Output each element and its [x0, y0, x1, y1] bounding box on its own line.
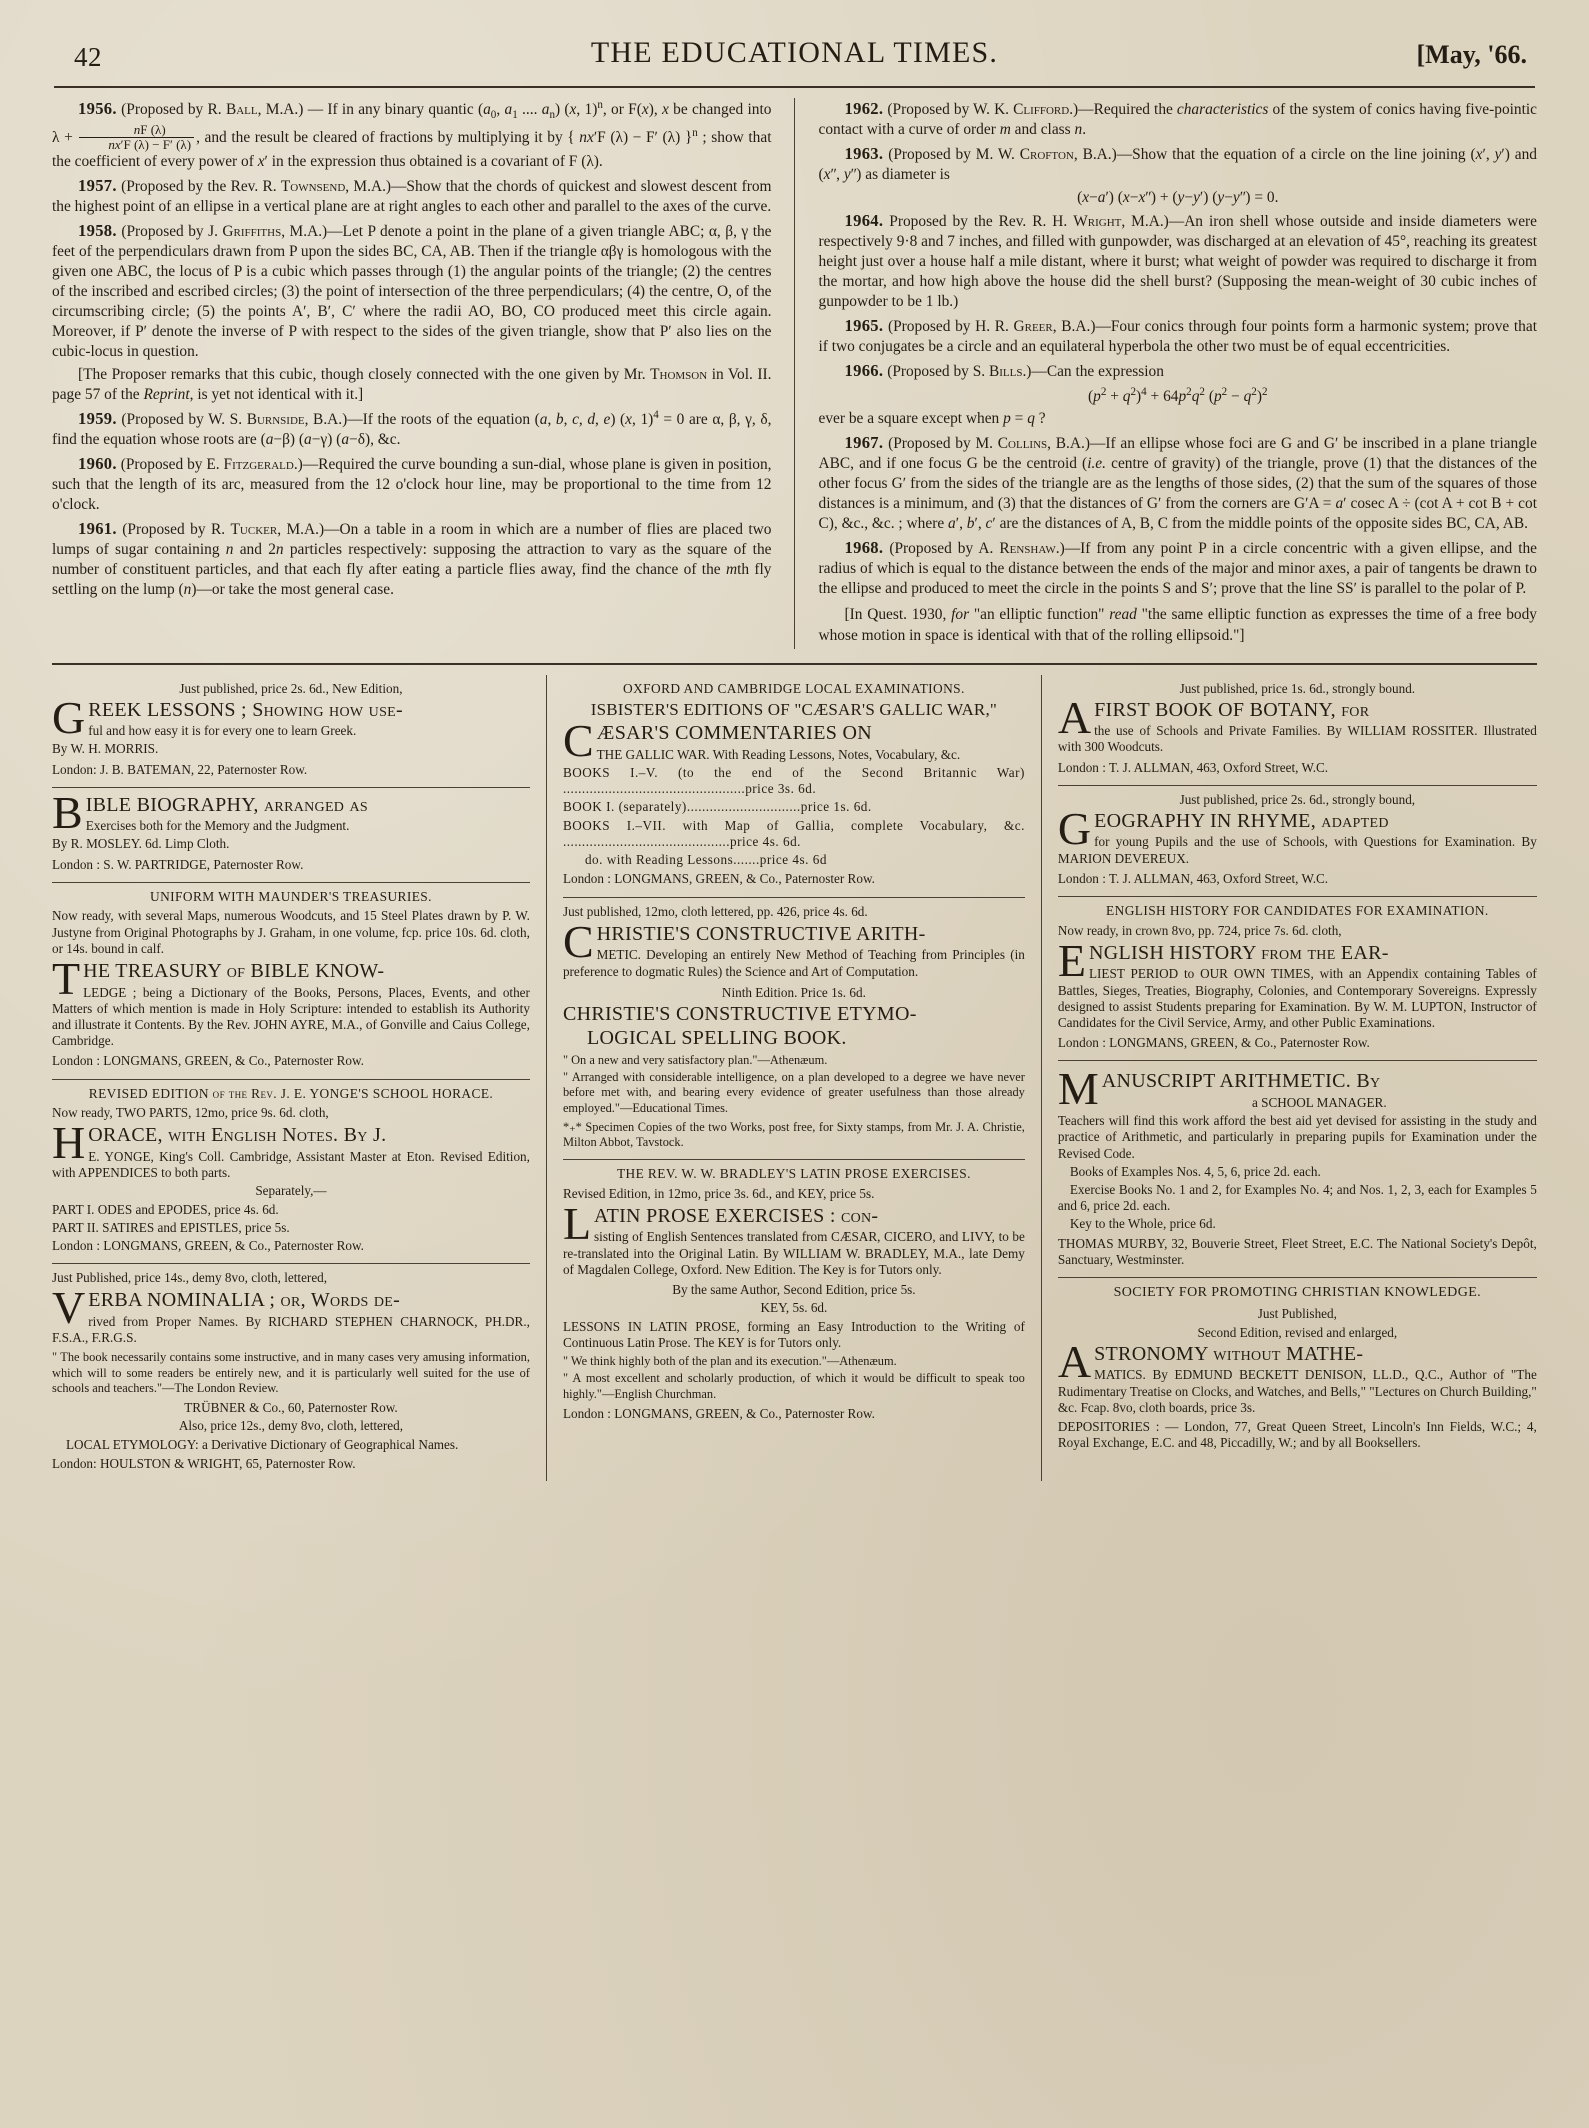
ad-part-1: PART I. ODES and EPODES, price 4s. 6d.	[52, 1201, 279, 1217]
ad-quote: " The book necessarily contains some instructive, and in many cases very amusing information, which will to some readers be entirely new, and it is particularly well suited for the use of schools and teachers."—The London Review.	[52, 1350, 530, 1395]
problem-1958-note: [The Proposer remarks that this cubic, though closely connected with the one given by Mr. Thomson in Vol. II. page 57 of the Reprint, is yet not identical with it.]	[52, 365, 772, 403]
ad-body: ful and how easy it is for every one to learn Greek.	[88, 723, 357, 739]
problem-1966-formula: $(p^2 + q^2)^4 + 64p^2q^2$ $(p^2 - q^2)^2$	[1087, 386, 1268, 406]
ad-bible-biography	[52, 788, 530, 883]
ad-price-line: do. with Reading Lessons.......price 4s. 6d	[584, 852, 827, 868]
ad-imprint: London : T. J. ALLMAN, 463, Oxford Street, W.C.	[1057, 870, 1329, 886]
ad-body: the use of Schools and Private Families. By WILLIAM ROSSITER. Illustrated with 300 Woodcuts.	[1057, 723, 1537, 755]
errata-note: [In Quest. 1930, for "an elliptic function" read "the same elliptic function as expresses the time of a free body whose motion in space is identical with that of the rolling ellipsoid."]	[818, 606, 1537, 644]
dropcap: G	[1057, 803, 1092, 855]
ad-title: EOGRAPHY IN RHYME, adapted	[1094, 810, 1389, 833]
problem-1968: 1968. (Proposed by A. Renshaw.)—If from any point P in a circle concentric with a given ellipse, and the radius of which is equal to the distance between the ends of the major and minor axes, a pair of tangents be drawn to the ellipse and produced to meet the circle in the points S and Sʹ; prove that the line SSʹ is parallel to the polar of P.	[818, 538, 1537, 598]
problem-number: 1959.	[78, 409, 117, 428]
ad-imprint: London : LONGMANS, GREEN, & Co., Paternoster Row.	[52, 1053, 364, 1069]
ad-header: REVISED EDITION of the Rev. J. E. YONGE'S SCHOOL HORACE.	[88, 1085, 494, 1101]
ad-treasury-bible-knowledge	[52, 883, 530, 1080]
ad-header: Just published, price 1s. 6d., strongly bound.	[1179, 680, 1416, 696]
ad-list-3: Key to the Whole, price 6d.	[1069, 1216, 1216, 1232]
ad-title: IBLE BIOGRAPHY, arranged as	[85, 793, 368, 816]
ad-first-book-botany	[1058, 675, 1537, 786]
ad-edition: Ninth Edition. Price 1s. 6d.	[721, 984, 866, 1000]
ad-quote-2: " Arranged with considerable intelligence, on a plan developed to a degree we have never before met with, and bearing every evidence of greater usefulness than those already employed."—Educational Times.	[562, 1070, 1025, 1115]
dropcap: L	[562, 1197, 592, 1249]
problem-number: 1956.	[78, 99, 117, 119]
ad-quote-2: " A most excellent and scholarly production, of which it would be difficult to speak too highly."—English Churchman.	[562, 1371, 1025, 1401]
dropcap: G	[52, 691, 86, 743]
ad-imprint: TRÜBNER & Co., 60, Paternoster Row.	[184, 1400, 398, 1416]
masthead-rule	[54, 86, 1535, 88]
dropcap: E	[1057, 934, 1086, 986]
ad-title: ERBA NOMINALIA ; or, Words de-	[88, 1289, 401, 1312]
ad-title: REEK LESSONS ; Showing how use-	[88, 698, 403, 721]
dropcap: A	[1057, 691, 1092, 743]
ad-body: Exercises both for the Memory and the Judgment.	[85, 818, 350, 834]
ad-imprint: London: J. B. BATEMAN, 22, Paternoster Row.	[52, 761, 308, 777]
ad-pre-2: Second Edition, revised and enlarged,	[1197, 1324, 1398, 1340]
problems-section	[44, 98, 1545, 649]
problem-number: 1965.	[844, 316, 884, 336]
dropcap: C	[562, 915, 594, 967]
ad-body: sisting of English Sentences translated from CÆSAR, CICERO, and LIVY, to be re-translated into the Original Latin. By WILLIAM W. BRADLEY, M.A., late Demy of Magdalen College, Oxford. New Edition. The Key is for Tutors only.	[562, 1229, 1025, 1277]
problem-number: 1966.	[844, 361, 884, 381]
ad-imprint-2: London: HOULSTON & WRIGHT, 65, Paternoster Row.	[52, 1455, 356, 1471]
problem-1960: 1960. (Proposed by E. Fitzgerald.)—Required the curve bounding a sun-dial, whose plane is given in position, such that the length of its arc, measured from the 12 o'clock hour line, may be proportional to the time from 12 o'clock.	[52, 454, 772, 514]
ad-body: for young Pupils and the use of Schools, with Questions for Examination. By MARION DEVEREUX.	[1057, 834, 1537, 866]
ad-pre: Revised Edition, in 12mo, price 3s. 6d., and KEY, price 5s.	[562, 1185, 875, 1201]
ad-horace	[52, 1080, 530, 1265]
ad-column-1	[52, 675, 547, 1481]
problem-1963-formula: (x−aʹ) (x−xʺ) + (y−yʹ) (y−yʺ) = 0.	[1077, 189, 1279, 207]
problem-number: 1962.	[844, 99, 884, 118]
ad-spck-astronomy	[1058, 1278, 1537, 1460]
ad-title: HE TREASURY of BIBLE KNOW-	[83, 960, 385, 983]
problem-1959: 1959. (Proposed by W. S. Burnside, B.A.)—If the roots of the equation (a, b, c, d, e) (x, 1)$^4$ = 0 are α, β, γ, δ, find the equation whose roots are (a−β) (a−γ) (a−δ), &c.	[52, 408, 772, 449]
ad-imprint: London : T. J. ALLMAN, 463, Oxford Street, W.C.	[1057, 759, 1329, 775]
ad-body-2: Teachers will find this work afford the best aid yet devised for assisting in the study and practice of Arithmetic, and particularly in preparing pupils for Examination under the Revised Code.	[1057, 1113, 1537, 1161]
ad-title: ÆSAR'S COMMENTARIES ON	[596, 722, 872, 745]
problem-number: 1960.	[78, 454, 117, 474]
problem-1967: 1967. (Proposed by M. Collins, B.A.)—If an ellipse whose foci are G and Gʹ be inscribed in a plane triangle ABC, and if one focus G be the centroid (i.e. centre of gravity) of the triangle, prove (1) that the distances of the other focus Gʹ from the sides of the triangle are as the lengths of those sides, (2) that the sum of the squares of those distances is a minimum, and (3) that the distances of Gʹ from the corners are GʹA = aʹ cosec A ÷ (cot A + cot B + cot C), &c., &c. ; where aʹ, bʹ, cʹ are the distances of A, B, C from the middle points of the opposite sides BC, CA, AB.	[818, 433, 1537, 533]
problem-number: 1958.	[78, 220, 117, 240]
ad-author: By R. MOSLEY. 6d. Limp Cloth.	[52, 836, 230, 852]
ad-imprint: London : LONGMANS, GREEN, & Co., Paternoster Row.	[52, 1237, 364, 1253]
dropcap: M	[1057, 1063, 1099, 1115]
dropcap: H	[52, 1117, 86, 1169]
ad-manuscript-arithmetic	[1058, 1061, 1537, 1278]
ad-title: ORACE, with English Notes. By J.	[88, 1124, 387, 1147]
ad-imprint: London : LONGMANS, GREEN, & Co., Paternoster Row.	[562, 871, 875, 887]
problem-number: 1961.	[78, 519, 117, 539]
ad-header: Just published, 12mo, cloth lettered, pp. 426, price 4s. 6d.	[562, 903, 868, 919]
dropcap: C	[562, 715, 594, 767]
masthead	[44, 36, 1545, 82]
ad-header: Just published, price 2s. 6d., strongly bound,	[1179, 791, 1416, 807]
ad-title: NGLISH HISTORY from the EAR-	[1088, 941, 1389, 964]
ad-greek-lessons	[52, 675, 530, 788]
problem-number: 1967.	[844, 433, 884, 453]
problem-1966: 1966. (Proposed by S. Bills.)—Can the expression	[844, 361, 1164, 381]
ad-imprint: DEPOSITORIES : — London, 77, Great Queen Street, Lincoln's Inn Fields, W.C.; 4, Royal Exchange, E.C. and 48, Piccadilly, W.; and by all Booksellers.	[1057, 1418, 1537, 1451]
dropcap: T	[52, 953, 81, 1005]
problem-number: 1957.	[78, 175, 117, 195]
problem-1963: 1963. (Proposed by M. W. Crofton, B.A.)—Show that the equation of a circle on the line joining (xʹ, yʹ) and (xʺ, yʺ) as diameter is	[818, 144, 1537, 184]
problem-1962: 1962. (Proposed by W. K. Clifford.)—Required the characteristics of the system of conics having five-pointic contact with a curve of order m and class n.	[818, 99, 1538, 139]
ad-caesar-gallic-war	[563, 675, 1025, 898]
ad-header: Just published, price 2s. 6d., New Edition,	[179, 680, 403, 696]
ad-imprint: London : LONGMANS, GREEN, & Co., Paternoster Row.	[562, 1405, 875, 1421]
ad-header: THE REV. W. W. BRADLEY'S LATIN PROSE EXERCISES.	[616, 1166, 971, 1182]
ad-quote-1: " We think highly both of the plan and its execution."—Athenæum.	[562, 1354, 897, 1368]
ad-title: FIRST BOOK OF BOTANY, for	[1094, 698, 1370, 721]
ad-imprint: London : LONGMANS, GREEN, & Co., Paternoster Row.	[1057, 1035, 1370, 1051]
ad-body: MATICS. By EDMUND BECKETT DENISON, LL.D., Q.C., Author of "The Rudimentary Treatise on Clocks, and Watches, and Bells," "Lectures on Church Building," &c. Fcap. 8vo, cloth boards, price 3s.	[1057, 1367, 1537, 1415]
ad-pre: Now ready, in crown 8vo, pp. 724, price 7s. 6d. cloth,	[1057, 922, 1342, 938]
ad-pre: Now ready, TWO PARTS, 12mo, price 9s. 6d. cloth,	[52, 1105, 329, 1121]
dropcap: B	[52, 786, 83, 838]
ad-pre: Just Published,	[1257, 1306, 1337, 1322]
problem-1964: 1964. Proposed by the Rev. R. H. Wright, M.A.)—An iron shell whose outside and inside diameters were respectively 9·8 and 7 inches, and filled with gunpowder, was discharged at an elevation of 45°, reaching its greatest height just over a house half a mile distant, where it burst; what weight of powder was required to discharge it from the mortar, and how high above the house did the shell burst? (Supposing the mean-weight of 30 cubic inches of gunpowder to be 1 lb.)	[818, 211, 1537, 311]
problems-column-left	[52, 98, 795, 649]
ad-english-history	[1058, 897, 1537, 1061]
problem-1956: 1956. (Proposed by R. Ball, M.A.) — If in any binary quantic ($a_0$, $a_1$ .... $a_n$) (x, 1)$^n$, or F(x), x be changed into λ + $\frac{nF (\lambda)}{\text{nxʹF (λ) − Fʹ (λ)}}$ , and the result be cleared of fractions by multiplying it by { nxʹF (λ) − Fʹ (λ) }$^n$ ; show that the coefficient of every power of xʹ in the expression thus obtained is a covariant of F (λ).	[52, 99, 772, 170]
dropcap: A	[1057, 1335, 1092, 1387]
section-divider	[52, 663, 1537, 665]
ad-header: Just Published, price 14s., demy 8vo, cloth, lettered,	[52, 1270, 328, 1286]
advertisements-section	[44, 675, 1545, 1481]
ad-column-2	[547, 675, 1042, 1481]
ad-separately: Separately,—	[255, 1183, 327, 1199]
ad-column-3	[1042, 675, 1537, 1481]
ad-body-2: LESSONS IN LATIN PROSE, forming an Easy Introduction to the Writing of Continuous Latin Prose. The KEY is for Tutors only.	[562, 1318, 1025, 1350]
dropcap: V	[52, 1282, 86, 1334]
ad-header: ENGLISH HISTORY FOR CANDIDATES FOR EXAMINATION.	[1106, 903, 1489, 919]
ad-title: ANUSCRIPT ARITHMETIC. By	[1101, 1070, 1381, 1093]
ad-body: a SCHOOL MANAGER.	[1251, 1094, 1387, 1110]
problem-number: 1968.	[844, 538, 884, 558]
ad-also-title: LOCAL ETYMOLOGY: a Derivative Dictionary of Geographical Names.	[66, 1436, 459, 1452]
ad-key-price: KEY, 5s. 6d.	[760, 1300, 828, 1316]
ad-price-line: BOOKS I.–VII. with Map of Gallia, complete Vocabulary, &c. ............................................price 4s. 6d.	[562, 817, 1025, 849]
ad-body: THE GALLIC WAR. With Reading Lessons, Notes, Vocabulary, &c.	[596, 746, 961, 762]
ad-author: By W. H. MORRIS.	[52, 741, 159, 757]
page-number: 42	[74, 42, 102, 72]
ad-title-2b: LOGICAL SPELLING BOOK.	[586, 1027, 847, 1050]
ad-body: LEDGE ; being a Dictionary of the Books, Persons, Places, Events, and other Matters of which mention is made in Holy Scripture: intended to establish its Authority and illustrate it Contents. By the Rev. JOHN AYRE, M.A., of Gonville and Caius College, Cambridge.	[52, 984, 530, 1049]
ad-pre: Now ready, with several Maps, numerous Woodcuts, and 15 Steel Plates drawn by P. W. Justyne from Original Photographs by J. Graham, in one volume, fcp. price 10s. 6d. cloth, or 14s. bound in calf.	[52, 908, 530, 956]
ad-price-line: BOOKS I.–V. (to the end of the Second Britannic War) ................................................price 3s. 6d.	[562, 765, 1025, 797]
ad-geography-rhyme	[1058, 786, 1537, 897]
ad-christie-arithmetic	[563, 898, 1025, 1161]
ad-title-2: CHRISTIE'S CONSTRUCTIVE ETYMO-	[562, 1002, 917, 1025]
ad-title: STRONOMY without MATHE-	[1094, 1342, 1364, 1365]
ad-header: UNIFORM WITH MAUNDER'S TREASURIES.	[150, 888, 432, 904]
publication-title: THE EDUCATIONAL TIMES.	[590, 36, 999, 69]
problem-1957: 1957. (Proposed by the Rev. R. Townsend, M.A.)—Show that the chords of quickest and slowest descent from the highest point of an ellipse in a vertical plane are at right angles to each other and parallel to the axes of the curve.	[52, 175, 772, 215]
ad-subtitle: ISBISTER'S EDITIONS OF "CÆSAR'S GALLIC WAR,"	[590, 700, 998, 719]
ad-price-line: BOOK I. (separately)..............................price 1s. 6d.	[562, 799, 872, 815]
problem-number: 1963.	[844, 144, 884, 164]
ad-body: E. YONGE, King's Coll. Cambridge, Assistant Master at Eton. Revised Edition, with APPENDICES to both parts.	[52, 1148, 530, 1181]
ad-header: OXFORD AND CAMBRIDGE LOCAL EXAMINATIONS.	[623, 680, 965, 696]
problem-number: 1964.	[844, 211, 884, 231]
ad-quote-1: " On a new and very satisfactory plan."—Athenæum.	[562, 1052, 828, 1067]
ad-bradley-latin-prose	[563, 1160, 1025, 1431]
ad-also: Also, price 12s., demy 8vo, cloth, lettered,	[178, 1418, 404, 1434]
issue-date: [May, '66.	[1416, 40, 1527, 69]
ad-imprint: THOMAS MURBY, 32, Bouverie Street, Fleet Street, E.C. The National Society's Depôt, Sanctuary, Westminster.	[1057, 1235, 1537, 1267]
ad-imprint: London : S. W. PARTRIDGE, Paternoster Row.	[52, 856, 304, 872]
ad-body: METIC. Developing an entirely New Method of Teaching from Principles (in preference to dogmatic Rules) the Science and Art of Computation.	[562, 947, 1025, 979]
ad-sub: By the same Author, Second Edition, price 5s.	[672, 1282, 916, 1298]
problem-1966-cont: ever be a square except when p = q ?	[818, 410, 1046, 428]
ad-list-1: Books of Examples Nos. 4, 5, 6, price 2d. each.	[1069, 1163, 1321, 1179]
problems-column-right	[795, 98, 1538, 649]
ad-body: rived from Proper Names. By RICHARD STEPHEN CHARNOCK, PH.DR., F.S.A., F.R.G.S.	[52, 1313, 530, 1346]
ad-body: LIEST PERIOD to OUR OWN TIMES, with an Appendix containing Tables of Battles, Sieges, Treaties, Biography, Colonies, and Contemporary Sovereigns. Expressly designed to assist Students preparing for Examination. By W. M. LUPTON, Instructor of Candidates for the Civil Service, Army, and other Public Examinations.	[1057, 966, 1537, 1030]
problem-1961: 1961. (Proposed by R. Tucker, M.A.)—On a table in a room in which are a number of flies are placed two lumps of sugar containing n and 2n particles respectively: supposing the attraction to vary as the square of the number of constituent particles, and that each fly after eating a particle flies away, find the chance of the mth fly settling on the lump (n)—or take the most general case.	[52, 519, 772, 599]
ad-verba-nominalia	[52, 1264, 530, 1481]
ad-title: HRISTIE'S CONSTRUCTIVE ARITH-	[596, 922, 926, 945]
ad-specimen-note: *₊* Specimen Copies of the two Works, post free, for Sixty stamps, from Mr. J. A. Christie, Milton Abbot, Tavstock.	[562, 1119, 1025, 1149]
ad-part-2: PART II. SATIRES and EPISTLES, price 5s.	[52, 1219, 290, 1235]
ad-title: ATIN PROSE EXERCISES : con-	[594, 1204, 879, 1227]
ad-header: SOCIETY FOR PROMOTING CHRISTIAN KNOWLEDGE.	[1113, 1285, 1482, 1301]
problem-1965: 1965. (Proposed by H. R. Greer, B.A.)—Four conics through four points form a harmonic system; prove that if two conjugates be a circle and an equilateral hyperbola the other two must be of equal eccentricities.	[818, 316, 1537, 356]
problem-1958: 1958. (Proposed by J. Griffiths, M.A.)—Let P denote a point in the plane of a given triangle ABC; α, β, γ the feet of the perpendiculars drawn from P upon the sides BC, CA, AB. Then if the triangle αβγ is homologous with the given one ABC, the locus of P is a cubic which passes through (1) the angular points of the triangle; (2) the centres of the inscribed and escribed circles; (3) the point of intersection of the three perpendiculars; (4) the centre, O, of the circumscribing circle; (5) the points Aʹ, Bʹ, Cʹ where the radii AO, BO, CO produced meet this circle again. Moreover, if Pʹ denote the inverse of P with respect to the sides of the given triangle, show that Pʹ also lies on the cubic-locus in question.	[52, 220, 772, 360]
ad-list-2: Exercise Books No. 1 and 2, for Examples No. 4; and Nos. 1, 2, 3, each for Examples 5 and 6, price 2d. each.	[1057, 1182, 1537, 1214]
